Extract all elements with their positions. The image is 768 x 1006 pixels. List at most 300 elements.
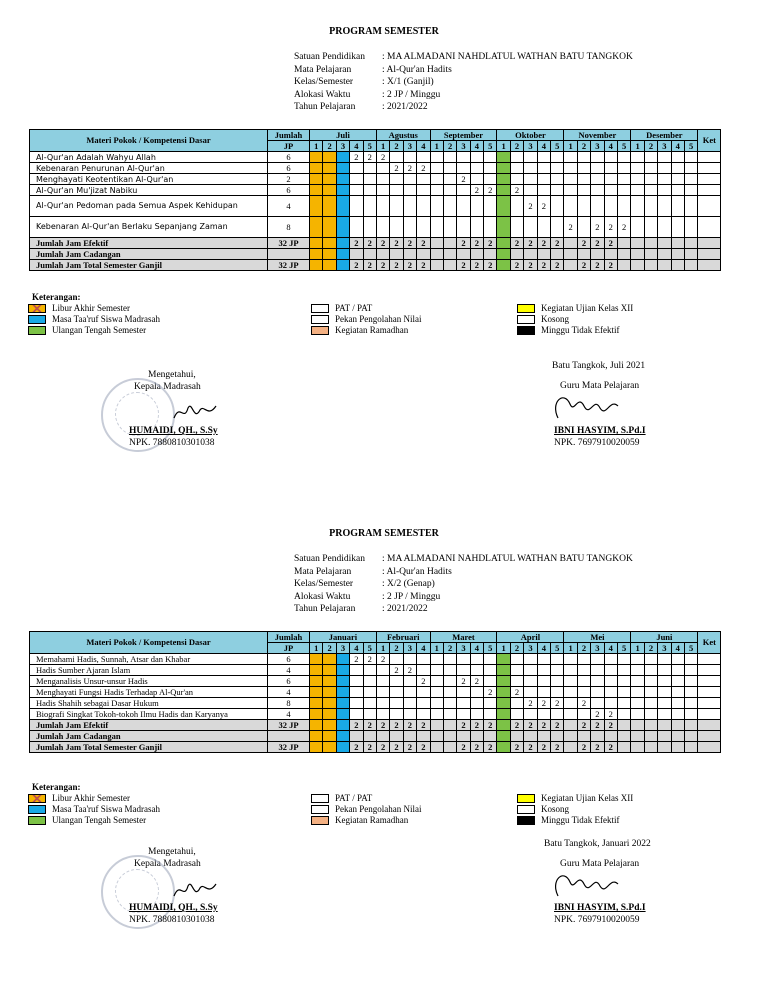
ket-cell xyxy=(698,260,721,271)
materi-cell: Jumlah Jam Total Semester Ganjil xyxy=(30,742,268,753)
week-number: 2 xyxy=(390,643,403,654)
week-cell xyxy=(350,698,363,709)
legend-item xyxy=(311,793,372,803)
week-cell xyxy=(484,249,497,260)
week-cell: 2 xyxy=(577,698,590,709)
week-cell xyxy=(644,676,657,687)
week-cell xyxy=(564,238,577,249)
week-cell xyxy=(376,196,389,217)
week-cell xyxy=(484,174,497,185)
week-cell: 2 xyxy=(537,698,550,709)
week-cell: 2 xyxy=(350,238,363,249)
week-cell xyxy=(323,742,336,753)
info-row xyxy=(294,553,633,566)
week-cell xyxy=(631,163,644,174)
week-cell xyxy=(497,709,510,720)
week-cell xyxy=(336,676,349,687)
week-cell xyxy=(658,665,671,676)
week-cell xyxy=(684,238,697,249)
jp-cell: 6 xyxy=(268,185,310,196)
legend-item xyxy=(311,325,408,335)
week-cell xyxy=(417,731,430,742)
week-cell xyxy=(323,238,336,249)
info-block-1 xyxy=(294,51,633,114)
week-cell xyxy=(684,720,697,731)
week-cell: 2 xyxy=(577,742,590,753)
week-cell xyxy=(484,698,497,709)
info-block-2 xyxy=(294,553,633,616)
week-cell xyxy=(510,654,523,665)
week-cell xyxy=(430,720,443,731)
week-cell xyxy=(644,720,657,731)
week-cell xyxy=(551,665,564,676)
week-cell xyxy=(430,654,443,665)
place-date: Batu Tangkok, Juli 2021 xyxy=(552,361,646,371)
week-cell xyxy=(350,196,363,217)
legend-item xyxy=(28,815,146,825)
week-cell xyxy=(363,196,376,217)
week-cell xyxy=(671,260,684,271)
week-number: 4 xyxy=(417,141,430,152)
month-header: September xyxy=(430,130,497,141)
week-cell xyxy=(457,249,470,260)
jp-cell: 32 JP xyxy=(268,238,310,249)
week-cell xyxy=(510,196,523,217)
week-cell: 2 xyxy=(470,676,483,687)
materi-cell: Jumlah Jam Cadangan xyxy=(30,731,268,742)
week-cell xyxy=(671,665,684,676)
legend-label: Minggu Tidak Efektif xyxy=(541,325,620,335)
legend-item xyxy=(517,815,620,825)
week-cell: 2 xyxy=(591,260,604,271)
total-row xyxy=(30,238,721,249)
week-cell xyxy=(336,709,349,720)
week-cell xyxy=(310,185,323,196)
week-cell xyxy=(457,698,470,709)
week-cell xyxy=(644,163,657,174)
legend-item xyxy=(517,804,569,814)
legend-item xyxy=(28,303,130,313)
week-cell xyxy=(363,174,376,185)
week-cell xyxy=(470,709,483,720)
teacher-signature-mark xyxy=(548,388,628,424)
week-cell xyxy=(644,174,657,185)
week-number: 5 xyxy=(363,643,376,654)
week-cell xyxy=(376,698,389,709)
week-cell xyxy=(336,217,349,238)
legend-item xyxy=(517,303,633,313)
week-cell xyxy=(390,249,403,260)
info-row xyxy=(294,566,633,579)
legend-label: Kosong xyxy=(541,314,570,324)
week-cell xyxy=(617,742,630,753)
info-value: : 2021/2022 xyxy=(382,604,428,614)
month-header: April xyxy=(497,632,564,643)
week-cell xyxy=(617,698,630,709)
week-cell xyxy=(390,174,403,185)
week-cell xyxy=(350,731,363,742)
week-cell: 2 xyxy=(376,260,389,271)
week-cell xyxy=(323,687,336,698)
week-cell xyxy=(671,720,684,731)
legend-swatch xyxy=(311,794,329,803)
materi-cell: Menganalisis Unsur-unsur Hadis xyxy=(30,676,268,687)
week-cell xyxy=(484,217,497,238)
week-cell xyxy=(336,742,349,753)
week-cell: 2 xyxy=(470,238,483,249)
week-cell xyxy=(658,676,671,687)
week-cell: 2 xyxy=(417,742,430,753)
known-label: Mengetahui, xyxy=(148,370,196,380)
week-cell xyxy=(684,249,697,260)
week-cell xyxy=(577,163,590,174)
jp-header: JP xyxy=(268,643,310,654)
week-cell xyxy=(684,687,697,698)
week-cell: 2 xyxy=(551,260,564,271)
week-cell xyxy=(631,709,644,720)
week-cell: 2 xyxy=(604,709,617,720)
week-cell: 2 xyxy=(470,185,483,196)
month-header: November xyxy=(564,130,631,141)
week-number: 2 xyxy=(644,141,657,152)
week-cell: 2 xyxy=(390,665,403,676)
week-cell xyxy=(376,665,389,676)
week-cell: 2 xyxy=(363,654,376,665)
week-number: 3 xyxy=(336,141,349,152)
week-cell xyxy=(524,687,537,698)
week-cell xyxy=(470,174,483,185)
week-cell xyxy=(671,742,684,753)
info-value: : X/1 (Ganjil) xyxy=(382,77,434,87)
week-number: 4 xyxy=(470,643,483,654)
legend-label: Libur Akhir Semester xyxy=(52,303,130,313)
week-cell xyxy=(310,217,323,238)
week-cell xyxy=(390,152,403,163)
week-cell xyxy=(430,163,443,174)
week-number: 3 xyxy=(524,643,537,654)
week-cell xyxy=(684,665,697,676)
legend-swatch xyxy=(28,816,46,825)
info-label: Tahun Pelajaran xyxy=(294,604,356,614)
week-cell: 2 xyxy=(551,720,564,731)
jp-cell: 8 xyxy=(268,698,310,709)
ket-cell xyxy=(698,720,721,731)
week-cell xyxy=(484,196,497,217)
week-cell xyxy=(470,249,483,260)
ket-cell xyxy=(698,238,721,249)
week-cell: 2 xyxy=(537,742,550,753)
week-cell xyxy=(470,196,483,217)
week-cell: 2 xyxy=(484,687,497,698)
week-number: 1 xyxy=(430,643,443,654)
week-cell xyxy=(524,709,537,720)
week-cell xyxy=(390,217,403,238)
week-cell xyxy=(430,249,443,260)
week-cell xyxy=(537,217,550,238)
signature-left-name-1 xyxy=(129,425,218,449)
week-cell xyxy=(430,676,443,687)
materi-cell: Jumlah Jam Efektif xyxy=(30,238,268,249)
week-number: 1 xyxy=(430,141,443,152)
week-cell xyxy=(336,687,349,698)
week-cell xyxy=(457,196,470,217)
jp-cell: 4 xyxy=(268,196,310,217)
week-cell: 2 xyxy=(417,720,430,731)
week-cell xyxy=(417,185,430,196)
jp-cell: 6 xyxy=(268,152,310,163)
week-cell xyxy=(417,174,430,185)
week-cell xyxy=(671,709,684,720)
week-cell xyxy=(497,196,510,217)
week-cell xyxy=(537,163,550,174)
week-cell xyxy=(497,665,510,676)
table-row xyxy=(30,217,721,238)
week-cell xyxy=(524,731,537,742)
week-cell xyxy=(363,731,376,742)
table-row xyxy=(30,709,721,720)
week-cell: 2 xyxy=(350,152,363,163)
week-cell xyxy=(617,163,630,174)
week-cell xyxy=(363,185,376,196)
week-cell xyxy=(443,698,456,709)
legend-item xyxy=(28,804,160,814)
week-cell xyxy=(363,249,376,260)
ket-header: Ket xyxy=(698,632,721,654)
week-cell xyxy=(631,742,644,753)
week-number: 4 xyxy=(671,643,684,654)
table-row xyxy=(30,654,721,665)
week-cell: 2 xyxy=(457,720,470,731)
week-cell xyxy=(631,698,644,709)
week-cell xyxy=(617,665,630,676)
week-cell xyxy=(336,665,349,676)
title-2: PROGRAM SEMESTER xyxy=(329,528,439,539)
week-cell xyxy=(430,698,443,709)
week-cell xyxy=(658,709,671,720)
week-number: 5 xyxy=(484,643,497,654)
week-cell xyxy=(350,687,363,698)
week-cell xyxy=(336,152,349,163)
week-cell xyxy=(684,676,697,687)
role-label: Kepala Madrasah xyxy=(134,859,201,869)
week-cell xyxy=(497,185,510,196)
ket-cell xyxy=(698,163,721,174)
week-cell xyxy=(443,654,456,665)
week-cell xyxy=(537,152,550,163)
headmaster-npk: NPK. 7880810301038 xyxy=(129,438,215,448)
week-cell xyxy=(671,196,684,217)
week-number: 5 xyxy=(617,643,630,654)
month-header: Maret xyxy=(430,632,497,643)
week-cell xyxy=(457,709,470,720)
week-cell xyxy=(497,152,510,163)
week-cell xyxy=(537,731,550,742)
week-cell xyxy=(671,687,684,698)
week-number: 2 xyxy=(443,141,456,152)
week-cell xyxy=(684,163,697,174)
legend-swatch xyxy=(517,805,535,814)
week-cell xyxy=(310,676,323,687)
legend-label: Kosong xyxy=(541,804,570,814)
week-cell xyxy=(604,676,617,687)
week-cell xyxy=(604,731,617,742)
week-cell xyxy=(564,665,577,676)
week-cell: 2 xyxy=(551,742,564,753)
week-cell xyxy=(310,249,323,260)
legend-label: Kegiatan Ujian Kelas XII xyxy=(541,793,634,803)
week-cell xyxy=(484,676,497,687)
week-cell xyxy=(631,238,644,249)
teacher-role: Guru Mata Pelajaran xyxy=(560,381,640,391)
week-cell xyxy=(457,687,470,698)
week-cell xyxy=(564,731,577,742)
week-cell xyxy=(390,698,403,709)
week-cell xyxy=(524,217,537,238)
week-cell xyxy=(430,731,443,742)
week-cell xyxy=(537,676,550,687)
week-cell xyxy=(417,665,430,676)
week-cell xyxy=(604,196,617,217)
legend-swatch xyxy=(517,794,535,803)
week-cell xyxy=(684,196,697,217)
week-cell xyxy=(671,654,684,665)
week-cell: 2 xyxy=(537,196,550,217)
week-cell xyxy=(323,260,336,271)
week-cell xyxy=(363,665,376,676)
week-cell xyxy=(510,709,523,720)
week-cell: 2 xyxy=(604,742,617,753)
ket-cell xyxy=(698,185,721,196)
week-cell xyxy=(577,676,590,687)
week-cell xyxy=(564,185,577,196)
legend-swatch xyxy=(28,304,46,313)
week-cell xyxy=(604,249,617,260)
info-value: : MA ALMADANI NAHDLATUL WATHAN BATU TANGKOK xyxy=(382,554,633,564)
legend-swatch xyxy=(28,805,46,814)
week-cell xyxy=(376,249,389,260)
week-cell xyxy=(497,654,510,665)
week-cell xyxy=(591,676,604,687)
info-label: Alokasi Waktu xyxy=(294,591,351,602)
week-cell xyxy=(671,249,684,260)
week-number: 4 xyxy=(604,643,617,654)
legend-label: Kegiatan Ujian Kelas XII xyxy=(541,303,634,313)
legend-swatch xyxy=(28,315,46,324)
week-cell: 2 xyxy=(577,260,590,271)
week-cell xyxy=(604,174,617,185)
week-cell: 2 xyxy=(577,720,590,731)
week-cell xyxy=(310,687,323,698)
week-number: 3 xyxy=(658,141,671,152)
week-cell xyxy=(631,676,644,687)
week-cell xyxy=(376,174,389,185)
week-cell xyxy=(390,185,403,196)
week-cell: 2 xyxy=(376,742,389,753)
week-cell xyxy=(658,731,671,742)
week-cell xyxy=(684,152,697,163)
legend-item xyxy=(311,303,372,313)
week-cell xyxy=(470,731,483,742)
week-cell xyxy=(551,676,564,687)
week-cell xyxy=(443,238,456,249)
week-cell xyxy=(644,238,657,249)
legend-item xyxy=(517,325,620,335)
week-cell xyxy=(564,720,577,731)
week-number: 2 xyxy=(644,643,657,654)
week-cell: 2 xyxy=(350,260,363,271)
jp-cell: 6 xyxy=(268,654,310,665)
ket-cell xyxy=(698,742,721,753)
week-cell: 2 xyxy=(510,687,523,698)
role-label: Kepala Madrasah xyxy=(134,382,201,392)
week-cell: 2 xyxy=(376,152,389,163)
info-row xyxy=(294,64,633,77)
week-cell: 2 xyxy=(457,238,470,249)
ket-cell xyxy=(698,731,721,742)
legend-swatch xyxy=(311,326,329,335)
info-label: Satuan Pendidikan xyxy=(294,52,365,62)
week-number: 1 xyxy=(310,141,323,152)
signature-right-name-1 xyxy=(554,425,646,449)
legend-label: PAT / PAT xyxy=(335,303,373,313)
jp-cell xyxy=(268,249,310,260)
week-cell xyxy=(644,196,657,217)
week-cell xyxy=(336,720,349,731)
week-cell xyxy=(443,174,456,185)
week-cell: 2 xyxy=(390,720,403,731)
week-cell xyxy=(403,698,416,709)
week-cell xyxy=(591,698,604,709)
week-cell xyxy=(403,654,416,665)
week-cell xyxy=(417,152,430,163)
week-cell xyxy=(336,249,349,260)
week-cell xyxy=(430,709,443,720)
week-cell xyxy=(684,654,697,665)
week-cell xyxy=(310,163,323,174)
headmaster-name: HUMAIDI, QH., S.Sy xyxy=(129,903,218,913)
week-cell: 2 xyxy=(510,238,523,249)
week-cell xyxy=(537,174,550,185)
week-cell xyxy=(417,654,430,665)
week-number: 5 xyxy=(617,141,630,152)
week-cell: 2 xyxy=(417,238,430,249)
legend-swatch xyxy=(311,304,329,313)
week-cell xyxy=(631,249,644,260)
legend-swatch xyxy=(517,315,535,324)
week-cell xyxy=(443,185,456,196)
week-cell xyxy=(631,217,644,238)
info-row xyxy=(294,76,633,89)
total-row xyxy=(30,260,721,271)
week-cell xyxy=(591,687,604,698)
week-cell: 2 xyxy=(350,720,363,731)
week-number: 5 xyxy=(551,141,564,152)
week-cell xyxy=(430,260,443,271)
week-number: 1 xyxy=(310,643,323,654)
week-cell: 2 xyxy=(537,260,550,271)
week-cell xyxy=(631,174,644,185)
week-cell xyxy=(443,720,456,731)
week-cell xyxy=(323,185,336,196)
week-cell xyxy=(403,152,416,163)
week-cell xyxy=(591,196,604,217)
week-cell xyxy=(564,687,577,698)
week-cell xyxy=(524,676,537,687)
week-cell xyxy=(310,665,323,676)
week-cell xyxy=(443,152,456,163)
week-cell xyxy=(403,185,416,196)
info-label: Alokasi Waktu xyxy=(294,89,351,100)
